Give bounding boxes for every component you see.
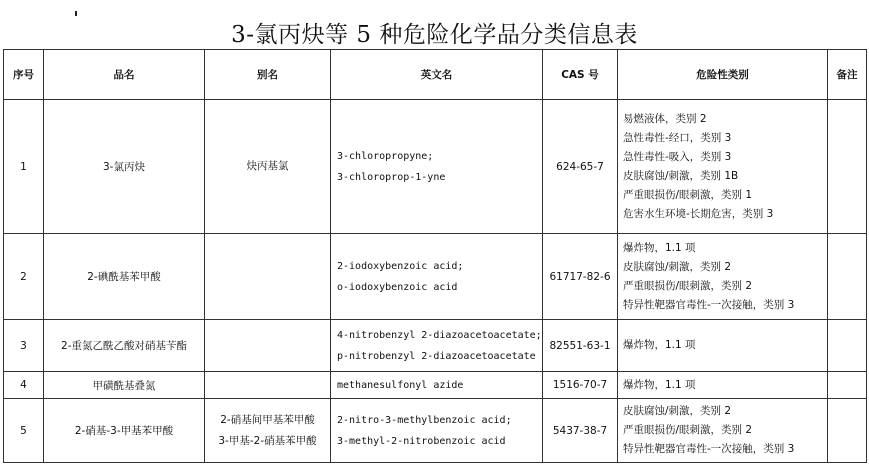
cell-remark bbox=[828, 320, 867, 372]
cell-hazard bbox=[618, 399, 828, 463]
cell-cas: 5437-38-7 bbox=[543, 399, 618, 463]
cell-alias-line: 3-甲基-2-硝基苯甲酸 bbox=[218, 434, 317, 447]
cell-alias bbox=[205, 372, 331, 399]
cell-name: 2-硝基-3-甲基苯甲酸 bbox=[44, 399, 205, 463]
cell-seq: 2 bbox=[4, 234, 44, 320]
cell-hazard-line: 严重眼损伤/眼刺激，类别 2 bbox=[623, 424, 753, 436]
cell-english-name bbox=[331, 399, 543, 463]
cell-cas: 82551-63-1 bbox=[543, 320, 618, 372]
header-alias: 别名 bbox=[205, 50, 331, 100]
cell-remark bbox=[828, 100, 867, 234]
cell-hazard-line: 皮肤腐蚀/刺激，类别 1B bbox=[623, 169, 739, 182]
header-hazard: 危险性类别 bbox=[618, 50, 828, 100]
cell-seq: 3 bbox=[4, 320, 44, 372]
cell-cas: 624-65-7 bbox=[543, 100, 618, 234]
cell-english-name-line: 2-nitro-3-methylbenzoic acid; bbox=[337, 414, 512, 426]
cell-seq: 1 bbox=[4, 100, 44, 234]
cell-hazard-line: 爆炸物，1.1 项 bbox=[623, 378, 696, 391]
cell-english-name-line: 2-iodoxybenzoic acid; bbox=[337, 260, 464, 272]
cell-name: 2-重氮乙酰乙酸对硝基苄酯 bbox=[44, 320, 205, 372]
cell-alias bbox=[205, 320, 331, 372]
cell-hazard-line: 严重眼损伤/眼刺激，类别 1 bbox=[623, 188, 753, 201]
cell-alias-line: 炔丙基氯 bbox=[246, 160, 289, 172]
cell-seq: 5 bbox=[4, 399, 44, 463]
cell-name: 3-氯丙炔 bbox=[44, 100, 205, 234]
cell-hazard-line: 特异性靶器官毒性-一次接触，类别 3 bbox=[623, 298, 795, 311]
cell-remark bbox=[828, 399, 867, 463]
cell-hazard-line: 严重眼损伤/眼刺激，类别 2 bbox=[623, 279, 753, 292]
document-title: 3-氯丙炔等 5 种危险化学品分类信息表 bbox=[231, 22, 638, 48]
cell-alias bbox=[205, 399, 331, 463]
cell-seq: 4 bbox=[4, 372, 44, 399]
cell-hazard-line: 爆炸物，1.1 项 bbox=[623, 339, 696, 351]
table-row bbox=[4, 372, 867, 399]
table-row bbox=[4, 399, 867, 463]
cell-alias bbox=[205, 234, 331, 320]
cell-remark bbox=[828, 372, 867, 399]
cell-hazard-line: 急性毒性-吸入，类别 3 bbox=[623, 150, 732, 163]
cell-alias bbox=[205, 100, 331, 234]
header-row bbox=[4, 50, 867, 100]
cell-english-name-line: 3-chloropropyne; bbox=[337, 150, 434, 162]
table-row bbox=[4, 100, 867, 234]
cell-name: 2-碘酰基苯甲酸 bbox=[44, 234, 205, 320]
cell-hazard-line: 危害水生环境-长期危害，类别 3 bbox=[623, 207, 774, 220]
cell-english-name-line: 3-methyl-2-nitrobenzoic acid bbox=[337, 435, 506, 447]
header-remark: 备注 bbox=[828, 50, 867, 100]
table-body bbox=[4, 100, 867, 463]
cell-remark bbox=[828, 234, 867, 320]
cell-hazard bbox=[618, 234, 828, 320]
table-row bbox=[4, 234, 867, 320]
cell-hazard-line: 皮肤腐蚀/刺激，类别 2 bbox=[623, 405, 732, 417]
cell-english-name bbox=[331, 372, 543, 399]
cell-hazard-line: 急性毒性-经口，类别 3 bbox=[623, 131, 732, 144]
cell-english-name bbox=[331, 320, 543, 372]
cell-english-name bbox=[331, 234, 543, 320]
cell-hazard bbox=[618, 100, 828, 234]
cell-english-name bbox=[331, 100, 543, 234]
cell-english-name-line: 4-nitrobenzyl 2-diazoacetoacetate; bbox=[337, 329, 542, 341]
cell-cas: 1516-70-7 bbox=[543, 372, 618, 399]
hazard-classification-table bbox=[3, 49, 867, 463]
cell-english-name-line: methanesulfonyl azide bbox=[337, 379, 464, 391]
cell-hazard-line: 爆炸物，1.1 项 bbox=[623, 241, 696, 254]
cell-hazard-line: 皮肤腐蚀/刺激，类别 2 bbox=[623, 260, 732, 273]
cell-cas: 61717-82-6 bbox=[543, 234, 618, 320]
table-row bbox=[4, 320, 867, 372]
cell-hazard bbox=[618, 320, 828, 372]
header-cas: CAS 号 bbox=[543, 50, 618, 100]
cell-english-name-line: p-nitrobenzyl 2-diazoacetoacetate bbox=[337, 350, 536, 362]
header-name: 品名 bbox=[44, 50, 205, 100]
header-english-name: 英文名 bbox=[331, 50, 543, 100]
cell-alias-line: 2-硝基间甲基苯甲酸 bbox=[220, 413, 315, 426]
header-seq: 序号 bbox=[4, 50, 44, 100]
cell-hazard-line: 易燃液体，类别 2 bbox=[623, 112, 707, 125]
cell-hazard-line: 特异性靶器官毒性-一次接触，类别 3 bbox=[623, 443, 795, 455]
cell-name: 甲磺酰基叠氮 bbox=[44, 372, 205, 399]
cell-hazard bbox=[618, 372, 828, 399]
cell-english-name-line: 3-chloroprop-1-yne bbox=[337, 171, 446, 183]
cell-english-name-line: o-iodoxybenzoic acid bbox=[337, 281, 458, 293]
